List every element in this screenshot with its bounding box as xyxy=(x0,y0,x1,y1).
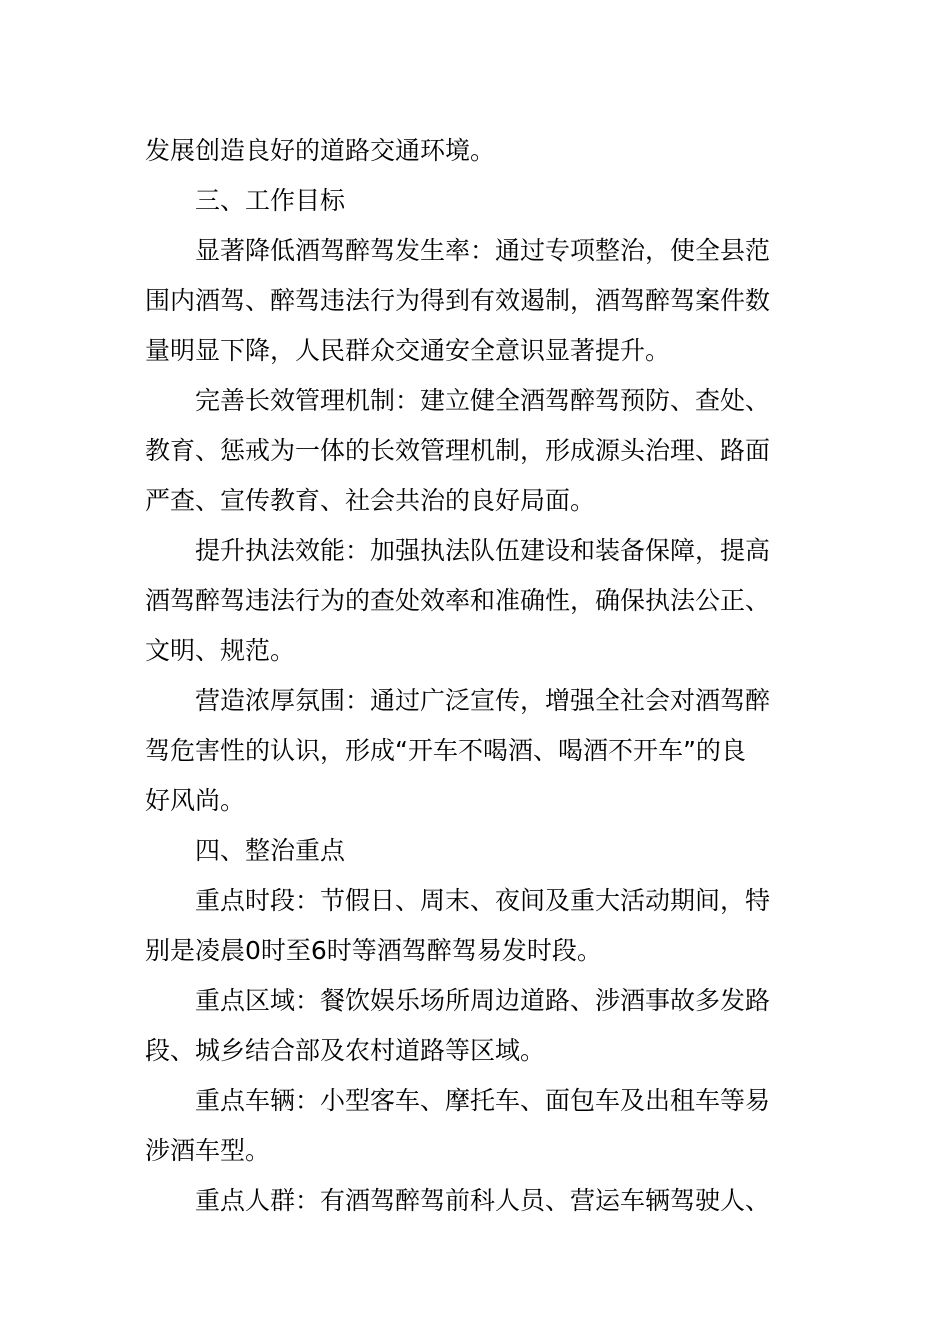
body-text-line: 围内酒驾、醉驾违法行为得到有效遏制，酒驾醉驾案件数 xyxy=(145,286,771,315)
body-text-line: 涉酒车型。 xyxy=(145,1136,271,1165)
paragraph-first-line: 重点时段：节假日、周末、夜间及重大活动期间，特 xyxy=(195,886,771,915)
body-text-line: 段、城乡结合部及农村道路等区域。 xyxy=(145,1036,546,1065)
body-text-line: 量明显下降，人民群众交通安全意识显著提升。 xyxy=(145,336,671,365)
body-text-line: 驾危害性的认识，形成“开车不喝酒、喝酒不开车”的良 xyxy=(145,736,746,765)
paragraph-first-line: 重点区域：餐饮娱乐场所周边道路、涉酒事故多发路 xyxy=(195,986,771,1015)
section-heading-work-goals: 三、工作目标 xyxy=(195,186,346,215)
body-text-line: 教育、惩戒为一体的长效管理机制，形成源头治理、路面 xyxy=(145,436,771,465)
body-text-line: 别是凌晨0时至6时等酒驾醉驾易发时段。 xyxy=(145,936,602,965)
body-text-line: 好风尚。 xyxy=(145,786,246,815)
paragraph-first-line: 完善长效管理机制：建立健全酒驾醉驾预防、查处、 xyxy=(195,386,771,415)
paragraph-first-line: 重点车辆：小型客车、摩托车、面包车及出租车等易 xyxy=(195,1086,771,1115)
paragraph-first-line: 显著降低酒驾醉驾发生率：通过专项整治，使全县范 xyxy=(195,236,771,265)
paragraph-first-line: 营造浓厚氛围：通过广泛宣传，增强全社会对酒驾醉 xyxy=(195,686,771,715)
paragraph-first-line: 提升执法效能：加强执法队伍建设和装备保障，提高 xyxy=(195,536,771,565)
body-text-line: 酒驾醉驾违法行为的查处效率和准确性，确保执法公正、 xyxy=(145,586,771,615)
section-heading-key-targets: 四、整治重点 xyxy=(195,836,346,865)
body-text-line: 发展创造良好的道路交通环境。 xyxy=(145,136,496,165)
body-text-line: 严查、宣传教育、社会共治的良好局面。 xyxy=(145,486,596,515)
body-text-line: 文明、规范。 xyxy=(145,636,296,665)
paragraph-first-line: 重点人群：有酒驾醉驾前科人员、营运车辆驾驶人、 xyxy=(195,1186,771,1215)
